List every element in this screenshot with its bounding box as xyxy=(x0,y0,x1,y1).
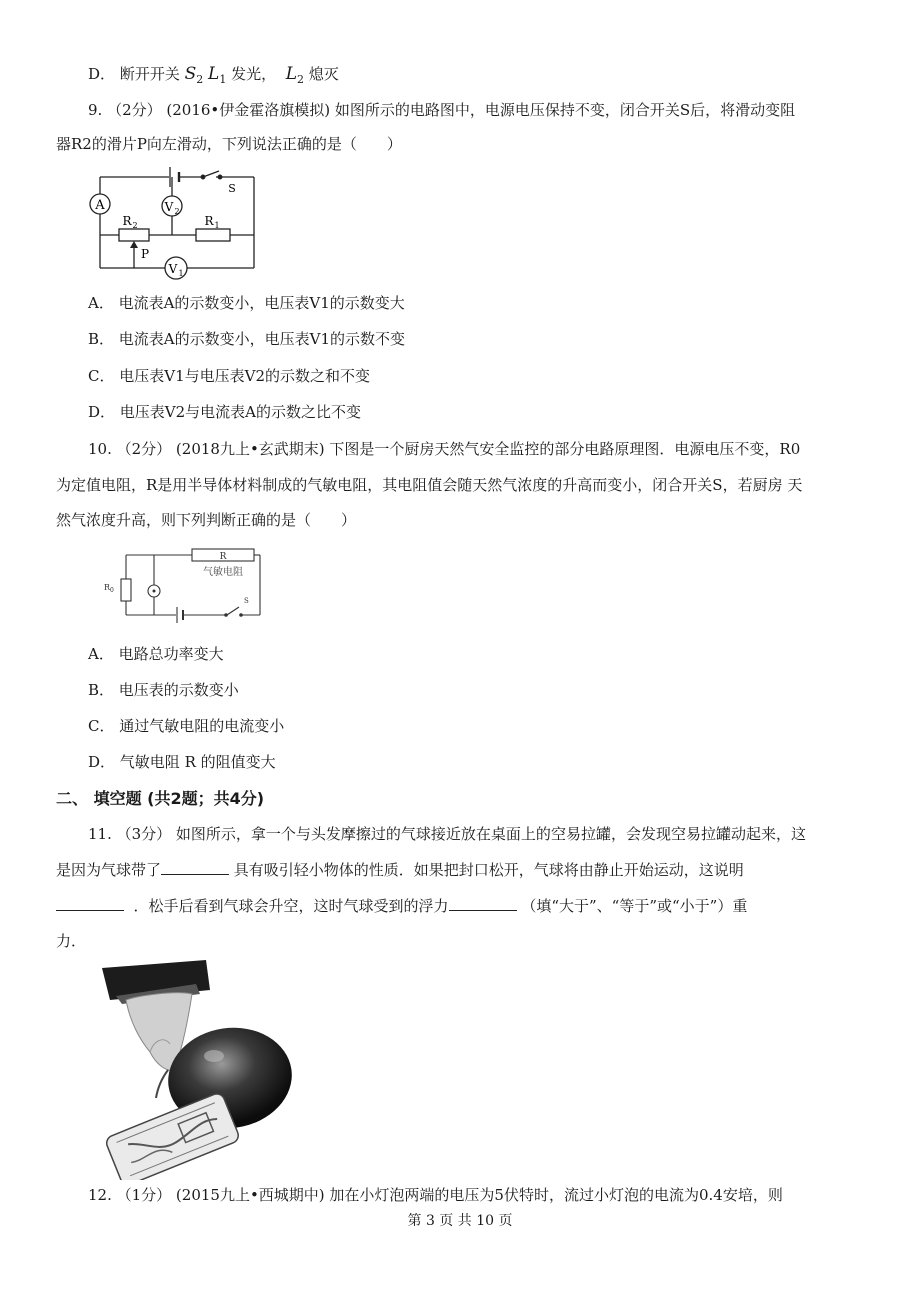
q11-text: 具有吸引轻小物体的性质．如果把封口松开，气球将由静止开始运动，这说明 xyxy=(229,861,744,879)
q9-circuit-diagram xyxy=(86,162,258,284)
q11-stem-line1: 11. （3分） 如图所示，拿一个与头发摩擦过的气球接近放在桌面上的空易拉罐，会发现空易拉罐动起来，这 xyxy=(88,825,806,843)
r2-sub: 2 xyxy=(132,221,138,230)
q11-stem-line4: 力． xyxy=(56,932,87,950)
q10-stem-line2: 为定值电阻，R是用半导体材料制成的气敏电阻，其电阻值会随天然气浓度的升高而变小，闭合开关S，若厨房 天 xyxy=(56,476,803,494)
option-label: D． xyxy=(88,65,116,83)
q9-option-a[interactable]: A． 电流表A的示数变小，电压表V1的示数变大 xyxy=(88,294,405,312)
s-label: S xyxy=(244,597,249,605)
q11-text: 是因为气球带了 xyxy=(56,861,162,879)
v2-label: V xyxy=(164,200,174,214)
section-heading: 二、 填空题 (共2题；共4分) xyxy=(56,789,265,808)
v1-label: V xyxy=(168,262,178,276)
q9-option-c[interactable]: C． 电压表V1与电压表V2的示数之和不变 xyxy=(88,367,370,385)
page-footer: 第 3 页 共 10 页 xyxy=(407,1213,513,1229)
can-shape xyxy=(104,1092,240,1180)
r2-label: R xyxy=(122,214,132,228)
q11-text: （填“大于”、“等于”或“小于”）重 xyxy=(516,897,748,915)
r-label: R xyxy=(219,552,227,562)
r1-sub: 1 xyxy=(214,221,220,230)
r0-sub: 0 xyxy=(110,587,114,594)
q10-stem-line3: 然气浓度升高，则下列判断正确的是（ ） xyxy=(56,511,357,529)
switch-s2-symbol: $S_2$ xyxy=(184,64,204,86)
answer-blank-3[interactable] xyxy=(449,896,517,911)
q11-text: ．松手后看到气球会升空，这时气球受到的浮力 xyxy=(133,897,449,915)
s-label: S xyxy=(228,182,236,195)
q12-stem-line1: 12. （1分） (2015九上•西城期中) 加在小灯泡两端的电压为5伏特时，流过小灯泡的电流为0.4安培，则 xyxy=(88,1186,783,1204)
option-text: 断开开关 xyxy=(119,65,180,83)
option-text: 发光， xyxy=(231,65,277,83)
balloon-can-photo xyxy=(96,960,316,1180)
q9-option-d[interactable]: D． 电压表V2与电流表A的示数之比不变 xyxy=(88,403,362,421)
r1-label: R xyxy=(204,214,214,228)
ammeter-label: A xyxy=(95,198,105,213)
answer-blank-1[interactable] xyxy=(161,860,229,875)
q10-stem-line1: 10. （2分） (2018九上•玄武期末) 下图是一个厨房天然气安全监控的部分电路原理图．电源电压不变，R0 xyxy=(88,440,801,458)
q10-option-b[interactable]: B． 电压表的示数变小 xyxy=(88,681,239,699)
q10-option-a[interactable]: A． 电路总功率变大 xyxy=(88,645,224,663)
v1-sub: 1 xyxy=(178,269,184,278)
option-text: 熄灭 xyxy=(308,65,339,83)
r0-label: R xyxy=(104,583,111,592)
p-label: P xyxy=(140,247,150,261)
q9-stem-line2: 器R2的滑片P向左滑动，下列说法正确的是（ ） xyxy=(56,135,402,153)
q10-option-d[interactable]: D． 气敏电阻 R 的阻值变大 xyxy=(88,753,276,771)
answer-blank-2[interactable] xyxy=(56,896,124,911)
lamp-l1-symbol: $L_1$ xyxy=(208,64,227,86)
v2-sub: 2 xyxy=(174,207,180,216)
q11-stem-line2 xyxy=(56,859,744,881)
gas-sensor-label: 气敏电阻 xyxy=(203,567,243,578)
q10-circuit-diagram xyxy=(96,545,266,623)
q9-option-b[interactable]: B． 电流表A的示数变小，电压表V1的示数不变 xyxy=(88,330,406,348)
slider-arrow-icon xyxy=(130,241,138,248)
q10-option-c[interactable]: C． 通过气敏电阻的电流变小 xyxy=(88,717,285,735)
q8-option-d[interactable] xyxy=(88,63,339,91)
q9-stem-line1: 9. （2分） (2016•伊金霍洛旗模拟) 如图所示的电路图中，电源电压保持不变，闭合开关S后，将滑动变阻 xyxy=(88,101,796,119)
lamp-l2-symbol: $L_2$ xyxy=(285,64,304,86)
q11-stem-line3 xyxy=(56,895,747,917)
